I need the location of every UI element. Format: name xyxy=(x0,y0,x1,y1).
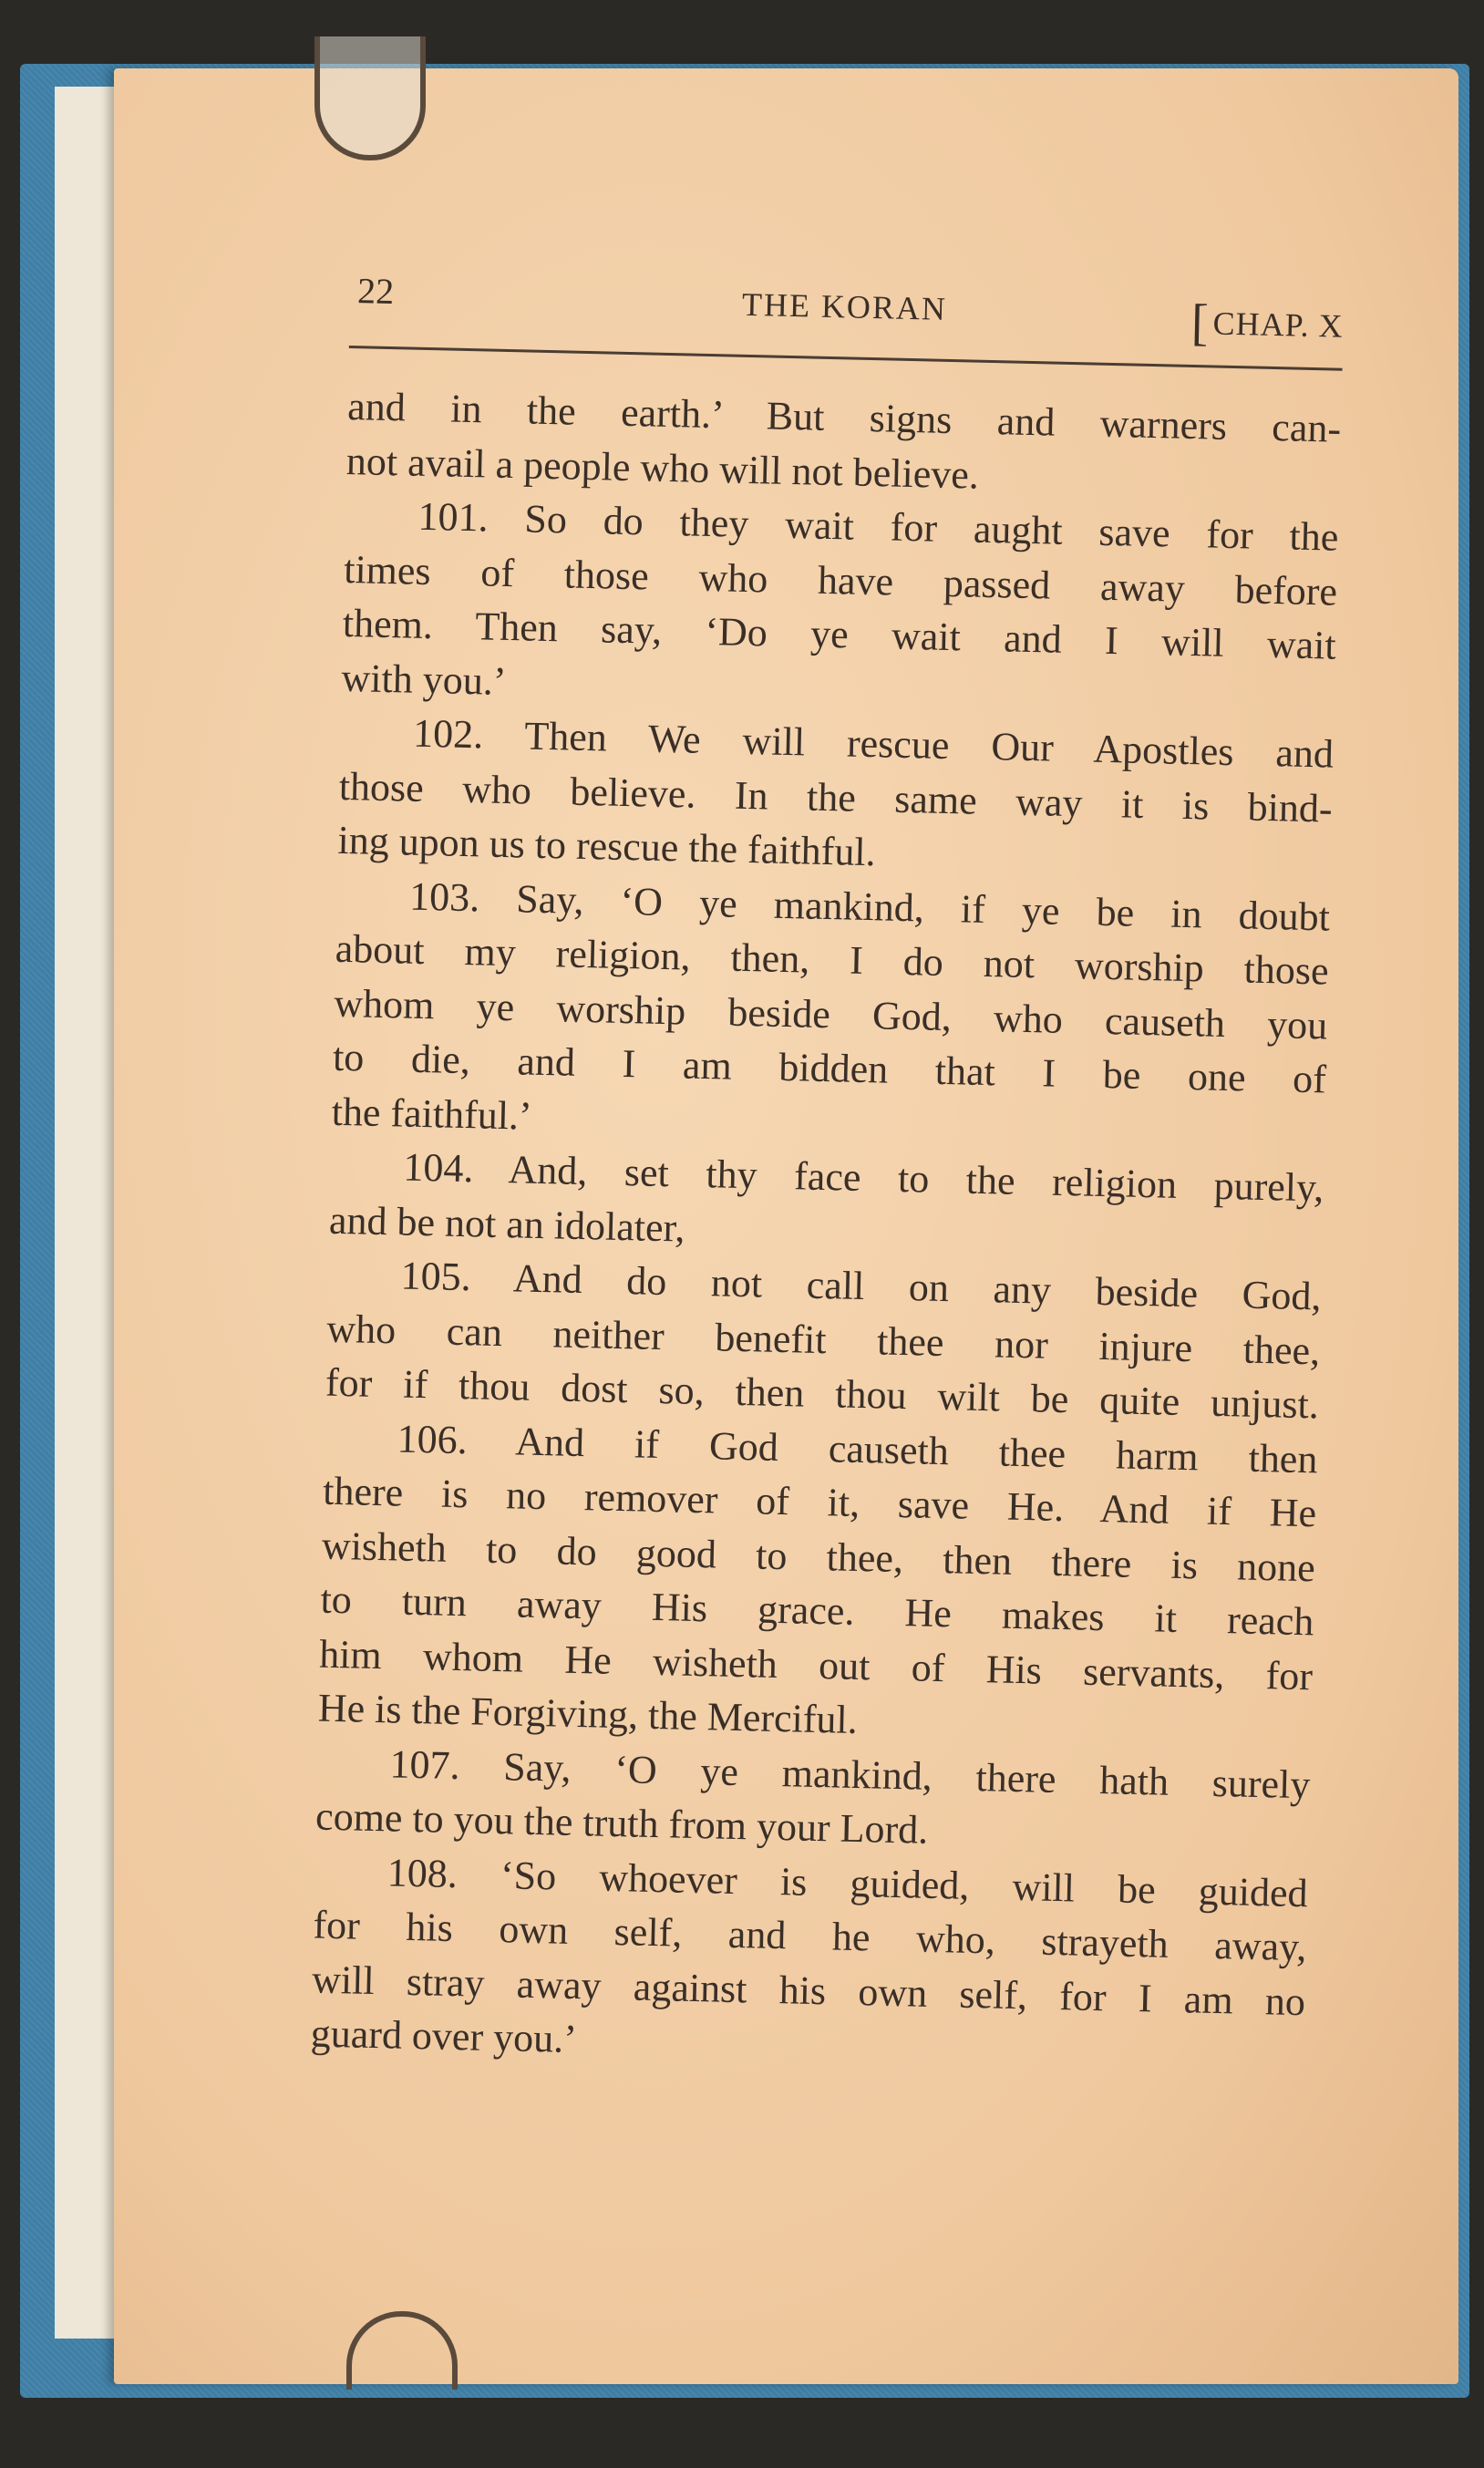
text-line: them. Then say, ‘Do ye wait and I will wait xyxy=(342,600,1337,668)
chapter-label xyxy=(1190,288,1344,350)
text-line: He is the Forgiving, the Merciful. xyxy=(317,1685,859,1743)
page-number: 22 xyxy=(356,270,395,313)
body-text xyxy=(310,379,1342,2083)
text-line: those who believe. In the same way it is bind- xyxy=(338,763,1334,831)
text-line: for if thou dost so, then thou wilt be quite unjust. xyxy=(325,1359,1320,1428)
text-line: and in the earth.’ But signs and warners can- xyxy=(346,383,1342,451)
text-line: times of those who have passed away before xyxy=(343,546,1338,614)
text-line: 102. Then We will rescue Our Apostles and xyxy=(412,710,1335,777)
text-line: 105. And do not call on any beside God, xyxy=(400,1253,1323,1319)
text-line: ing upon us to rescue the faithful. xyxy=(337,817,877,875)
text-line: 104. And, set thy face to the religion purely, xyxy=(402,1144,1324,1211)
text-line: will stray away against his own self, for I am no xyxy=(311,1957,1306,2024)
text-line: come to you the truth from your Lord. xyxy=(314,1793,929,1853)
text-line: to turn away His grace. He makes it reach xyxy=(320,1576,1314,1645)
text-line: wisheth to do good to thee, then there is none xyxy=(321,1523,1316,1590)
text-line: 101. So do they wait for aught save for the xyxy=(417,493,1339,560)
text-line: him whom He wisheth out of His servants, for xyxy=(318,1631,1314,1699)
page-content xyxy=(310,260,1345,2083)
page-clip-top xyxy=(314,36,426,160)
text-line: for his own self, and he who, strayeth away, xyxy=(313,1902,1307,1970)
text-line: 106. And if God causeth thee harm then xyxy=(397,1415,1318,1482)
text-line: not avail a people who will not believe. xyxy=(345,438,980,498)
bracket: [ xyxy=(1190,294,1211,352)
text-line: and be not an idolater, xyxy=(328,1197,686,1251)
text-line: with you.’ xyxy=(341,655,508,704)
text-line: guard over you.’ xyxy=(310,2010,578,2062)
text-line: to die, and I am bidden that I be one of xyxy=(332,1034,1327,1102)
text-line: 107. Say, ‘O ye mankind, there hath surely xyxy=(389,1740,1311,1807)
text-line: there is no remover of it, save He. And if He xyxy=(322,1468,1317,1536)
text-line: who can neither benefit thee nor injure thee, xyxy=(325,1306,1321,1373)
chapter-text: CHAP. X xyxy=(1212,305,1345,345)
text-line: the faithful.’ xyxy=(331,1089,533,1139)
running-title: THE KORAN xyxy=(741,285,948,327)
text-line: about my religion, then, I do not worship those xyxy=(335,925,1330,994)
text-line: 103. Say, ‘O ye mankind, if ye be in doubt xyxy=(408,873,1331,940)
text-line: whom ye worship beside God, who causeth you xyxy=(333,980,1328,1048)
text-line: 108. ‘So whoever is guided, will be guided xyxy=(386,1849,1309,1916)
